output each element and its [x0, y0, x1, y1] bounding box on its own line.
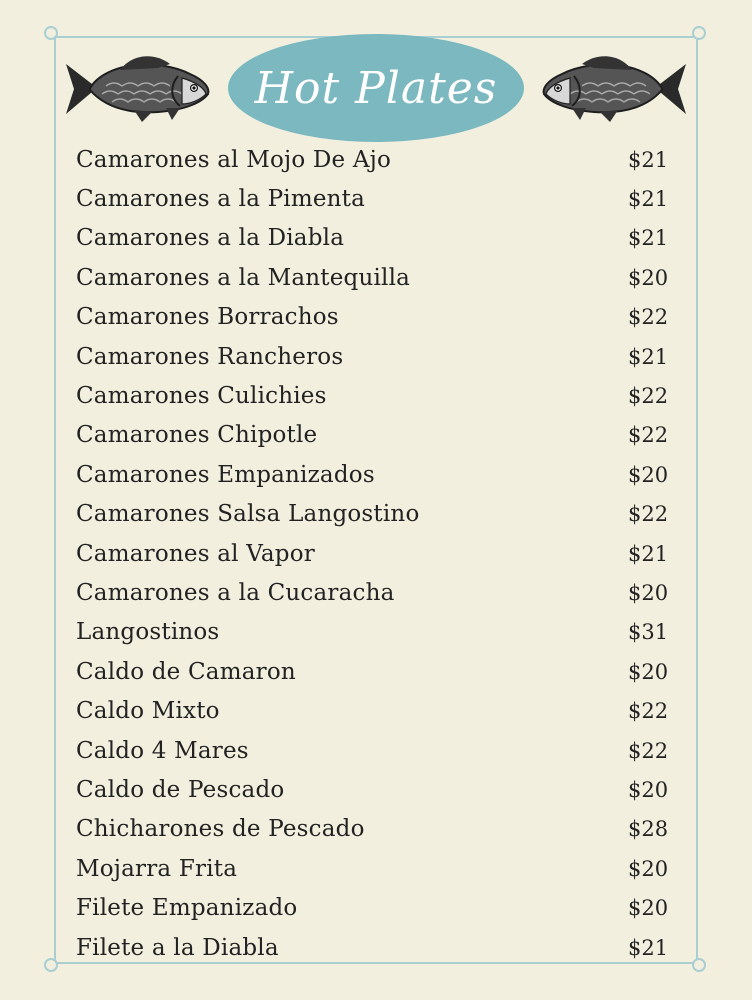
menu-item	[76, 573, 676, 612]
menu-item	[76, 376, 676, 415]
menu-item-name: Camarones Borrachos	[76, 304, 339, 331]
menu-item-name: Caldo 4 Mares	[76, 737, 249, 764]
menu-item-price: $21	[628, 226, 669, 251]
menu-item-name: Camarones a la Diabla	[76, 225, 345, 252]
menu-item-price: $28	[628, 817, 669, 842]
menu-item-price: $22	[628, 699, 669, 724]
menu-item-name: Camarones Rancheros	[76, 343, 344, 370]
menu-item-price: $20	[628, 265, 669, 290]
menu-item-name: Mojarra Frita	[76, 855, 238, 882]
menu-item	[76, 337, 676, 376]
menu-item-name: Filete Empanizado	[76, 895, 298, 922]
menu-item-name: Camarones Culichies	[76, 383, 327, 410]
frame-corner-ornament	[692, 958, 706, 972]
menu-item	[76, 888, 676, 927]
menu-item	[76, 691, 676, 730]
menu-item-price: $21	[628, 344, 669, 369]
menu-item	[76, 652, 676, 691]
menu-item-price: $31	[628, 620, 669, 645]
menu-item	[76, 534, 676, 573]
fish-icon	[62, 50, 212, 126]
title-banner	[228, 34, 524, 142]
menu-item-name: Langostinos	[76, 619, 220, 646]
menu-item-name: Camarones Empanizados	[76, 461, 375, 488]
menu-item-name: Caldo de Pescado	[76, 776, 285, 803]
menu-item-price: $22	[628, 384, 669, 409]
menu-item	[76, 613, 676, 652]
menu-item	[76, 416, 676, 455]
menu-item-price: $21	[628, 541, 669, 566]
page-title: Hot Plates	[254, 62, 498, 114]
menu-item	[76, 258, 676, 297]
menu-item-price: $22	[628, 305, 669, 330]
menu-item-price: $20	[628, 659, 669, 684]
menu-item	[76, 495, 676, 534]
menu-item-price: $20	[628, 896, 669, 921]
menu-item-price: $20	[628, 777, 669, 802]
menu-item-name: Camarones a la Mantequilla	[76, 264, 411, 291]
menu-item-name: Camarones a la Pimenta	[76, 186, 366, 213]
menu-list	[76, 140, 676, 967]
menu-item	[76, 810, 676, 849]
menu-item-name: Caldo de Camaron	[76, 658, 296, 685]
menu-item	[76, 179, 676, 218]
fish-icon	[540, 50, 690, 126]
menu-item-name: Filete a la Diabla	[76, 934, 279, 961]
menu-item-price: $20	[628, 462, 669, 487]
menu-item-name: Camarones al Mojo De Ajo	[76, 146, 392, 173]
menu-item	[76, 770, 676, 809]
menu-item-name: Camarones Chipotle	[76, 422, 318, 449]
menu-item-price: $21	[628, 187, 669, 212]
menu-item-price: $20	[628, 856, 669, 881]
menu-item-name: Camarones Salsa Langostino	[76, 501, 420, 528]
frame-corner-ornament	[44, 26, 58, 40]
menu-item-price: $21	[628, 935, 669, 960]
menu-item-price: $22	[628, 738, 669, 763]
frame-corner-ornament	[44, 958, 58, 972]
menu-item-price: $21	[628, 147, 669, 172]
menu-item	[76, 219, 676, 258]
frame-corner-ornament	[692, 26, 706, 40]
menu-item-price: $22	[628, 502, 669, 527]
menu-item	[76, 849, 676, 888]
menu-item	[76, 928, 676, 967]
menu-item-name: Chicharones de Pescado	[76, 816, 365, 843]
menu-item	[76, 731, 676, 770]
menu-item	[76, 140, 676, 179]
menu-item-name: Caldo Mixto	[76, 698, 220, 725]
menu-item	[76, 298, 676, 337]
menu-item-name: Camarones a la Cucaracha	[76, 579, 395, 606]
menu-item	[76, 455, 676, 494]
menu-item-price: $22	[628, 423, 669, 448]
menu-item-price: $20	[628, 580, 669, 605]
menu-item-name: Camarones al Vapor	[76, 540, 315, 567]
